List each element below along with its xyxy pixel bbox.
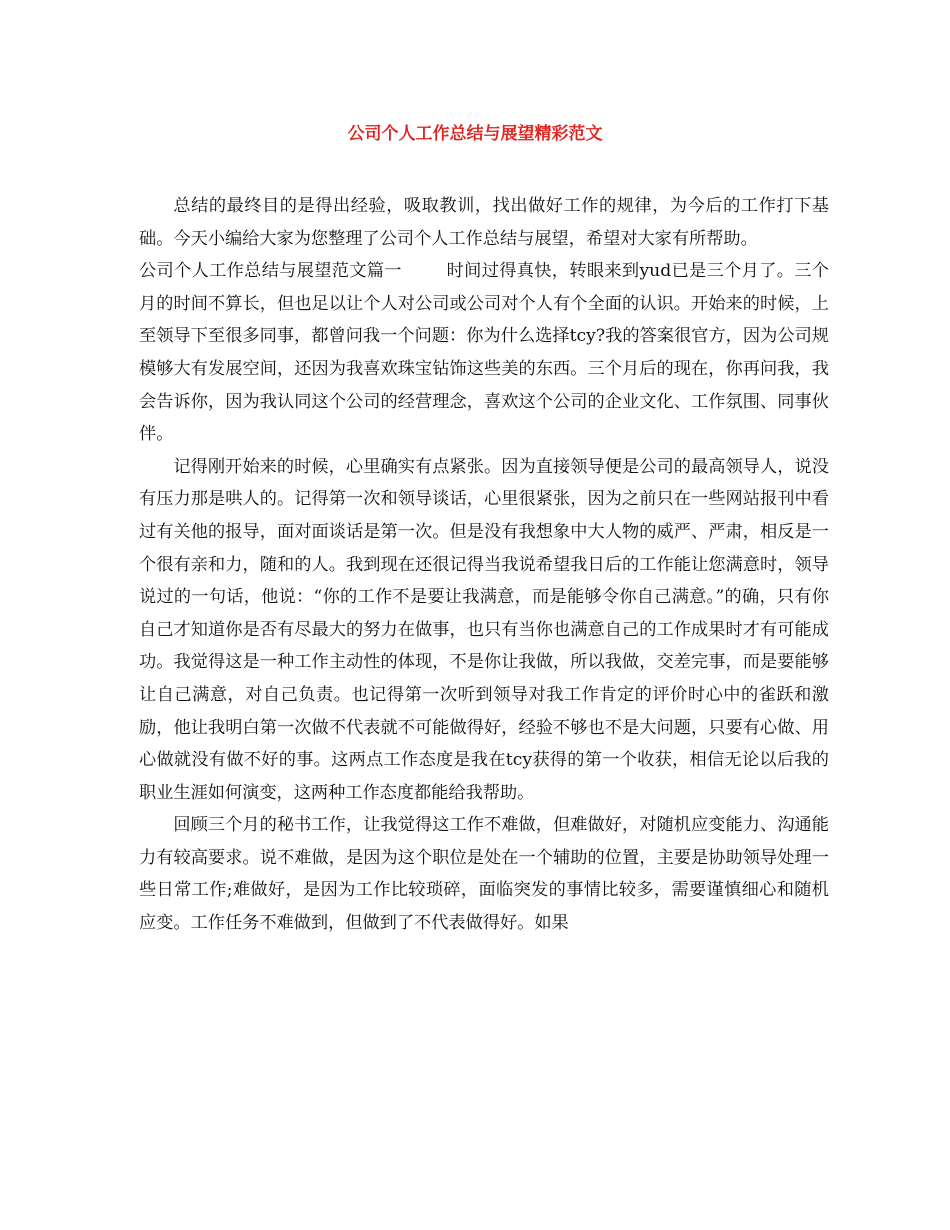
- paragraph-3: 回顾三个月的秘书工作，让我觉得这工作不难做，但难做好，对随机应变能力、沟通能力有较高要求。说不难做，是因为这个职位是处在一个辅助的位置，主要是协助领导处理一些日常工作;难做好，是因为工作比较琐碎，面临突发的事情比较多，需要谨慎细心和随机应变。工作任务不难做到，但做到了不代表做得好。如果: [139, 815, 829, 934]
- section-first-paragraph: [139, 255, 829, 451]
- section-heading: 公司个人工作总结与展望范文篇一: [139, 261, 402, 282]
- document-title: 公司个人工作总结与展望精彩范文: [347, 124, 603, 144]
- section-lead-text: 时间过得真快，转眼来到yud已是三个月了。三个月的时间不算长，但也足以让个人对公司或公司对个人有个全面的认识。开始来的时候，上至领导下至很多同事，都曾问我一个问题：你为什么选择tcy?我的答案很官方，因为公司规模够大有发展空间，还因为我喜欢珠宝钻饰这些美的东西。三个月后的现在，你再问我，我会告诉你，因为我认同这个公司的经营理念，喜欢这个公司的企业文化、工作氛围、同事伙伴。: [139, 261, 829, 445]
- paragraph-2: 记得刚开始来的时候，心里确实有点紧张。因为直接领导便是公司的最高领导人，说没有压力那是哄人的。记得第一次和领导谈话，心里很紧张，因为之前只在一些网站报刊中看过有关他的报导，面对面谈话是第一次。但是没有我想象中大人物的威严、严肃，相反是一个很有亲和力，随和的人。我到现在还很记得当我说希望我日后的工作能让您满意时，领导说过的一句话，他说：“你的工作不是要让我满意，而是能够令你自己满意。”的确，只有你自己才知道你是否有尽最大的努力在做事，也只有当你也满意自己的工作成果时才有可能成功。我觉得这是一种工作主动性的体现，不是你让我做，所以我做，交差完事，而是要能够让自己满意，对自己负责。也记得第一次听到领导对我工作肯定的评价时心中的雀跃和激励，他让我明白第一次做不代表就不可能做得好，经验不够也不是大问题，只要有心做、用心做就没有做不好的事。这两点工作态度是我在tcy获得的第一个收获，相信无论以后我的职业生涯如何演变，这两种工作态度都能给我帮助。: [139, 456, 829, 803]
- document-body: [139, 190, 829, 940]
- intro-paragraph: 总结的最终目的是得出经验，吸取教训，找出做好工作的规律，为今后的工作打下基础。今天小编给大家为您整理了公司个人工作总结与展望，希望对大家有所帮助。: [139, 196, 829, 249]
